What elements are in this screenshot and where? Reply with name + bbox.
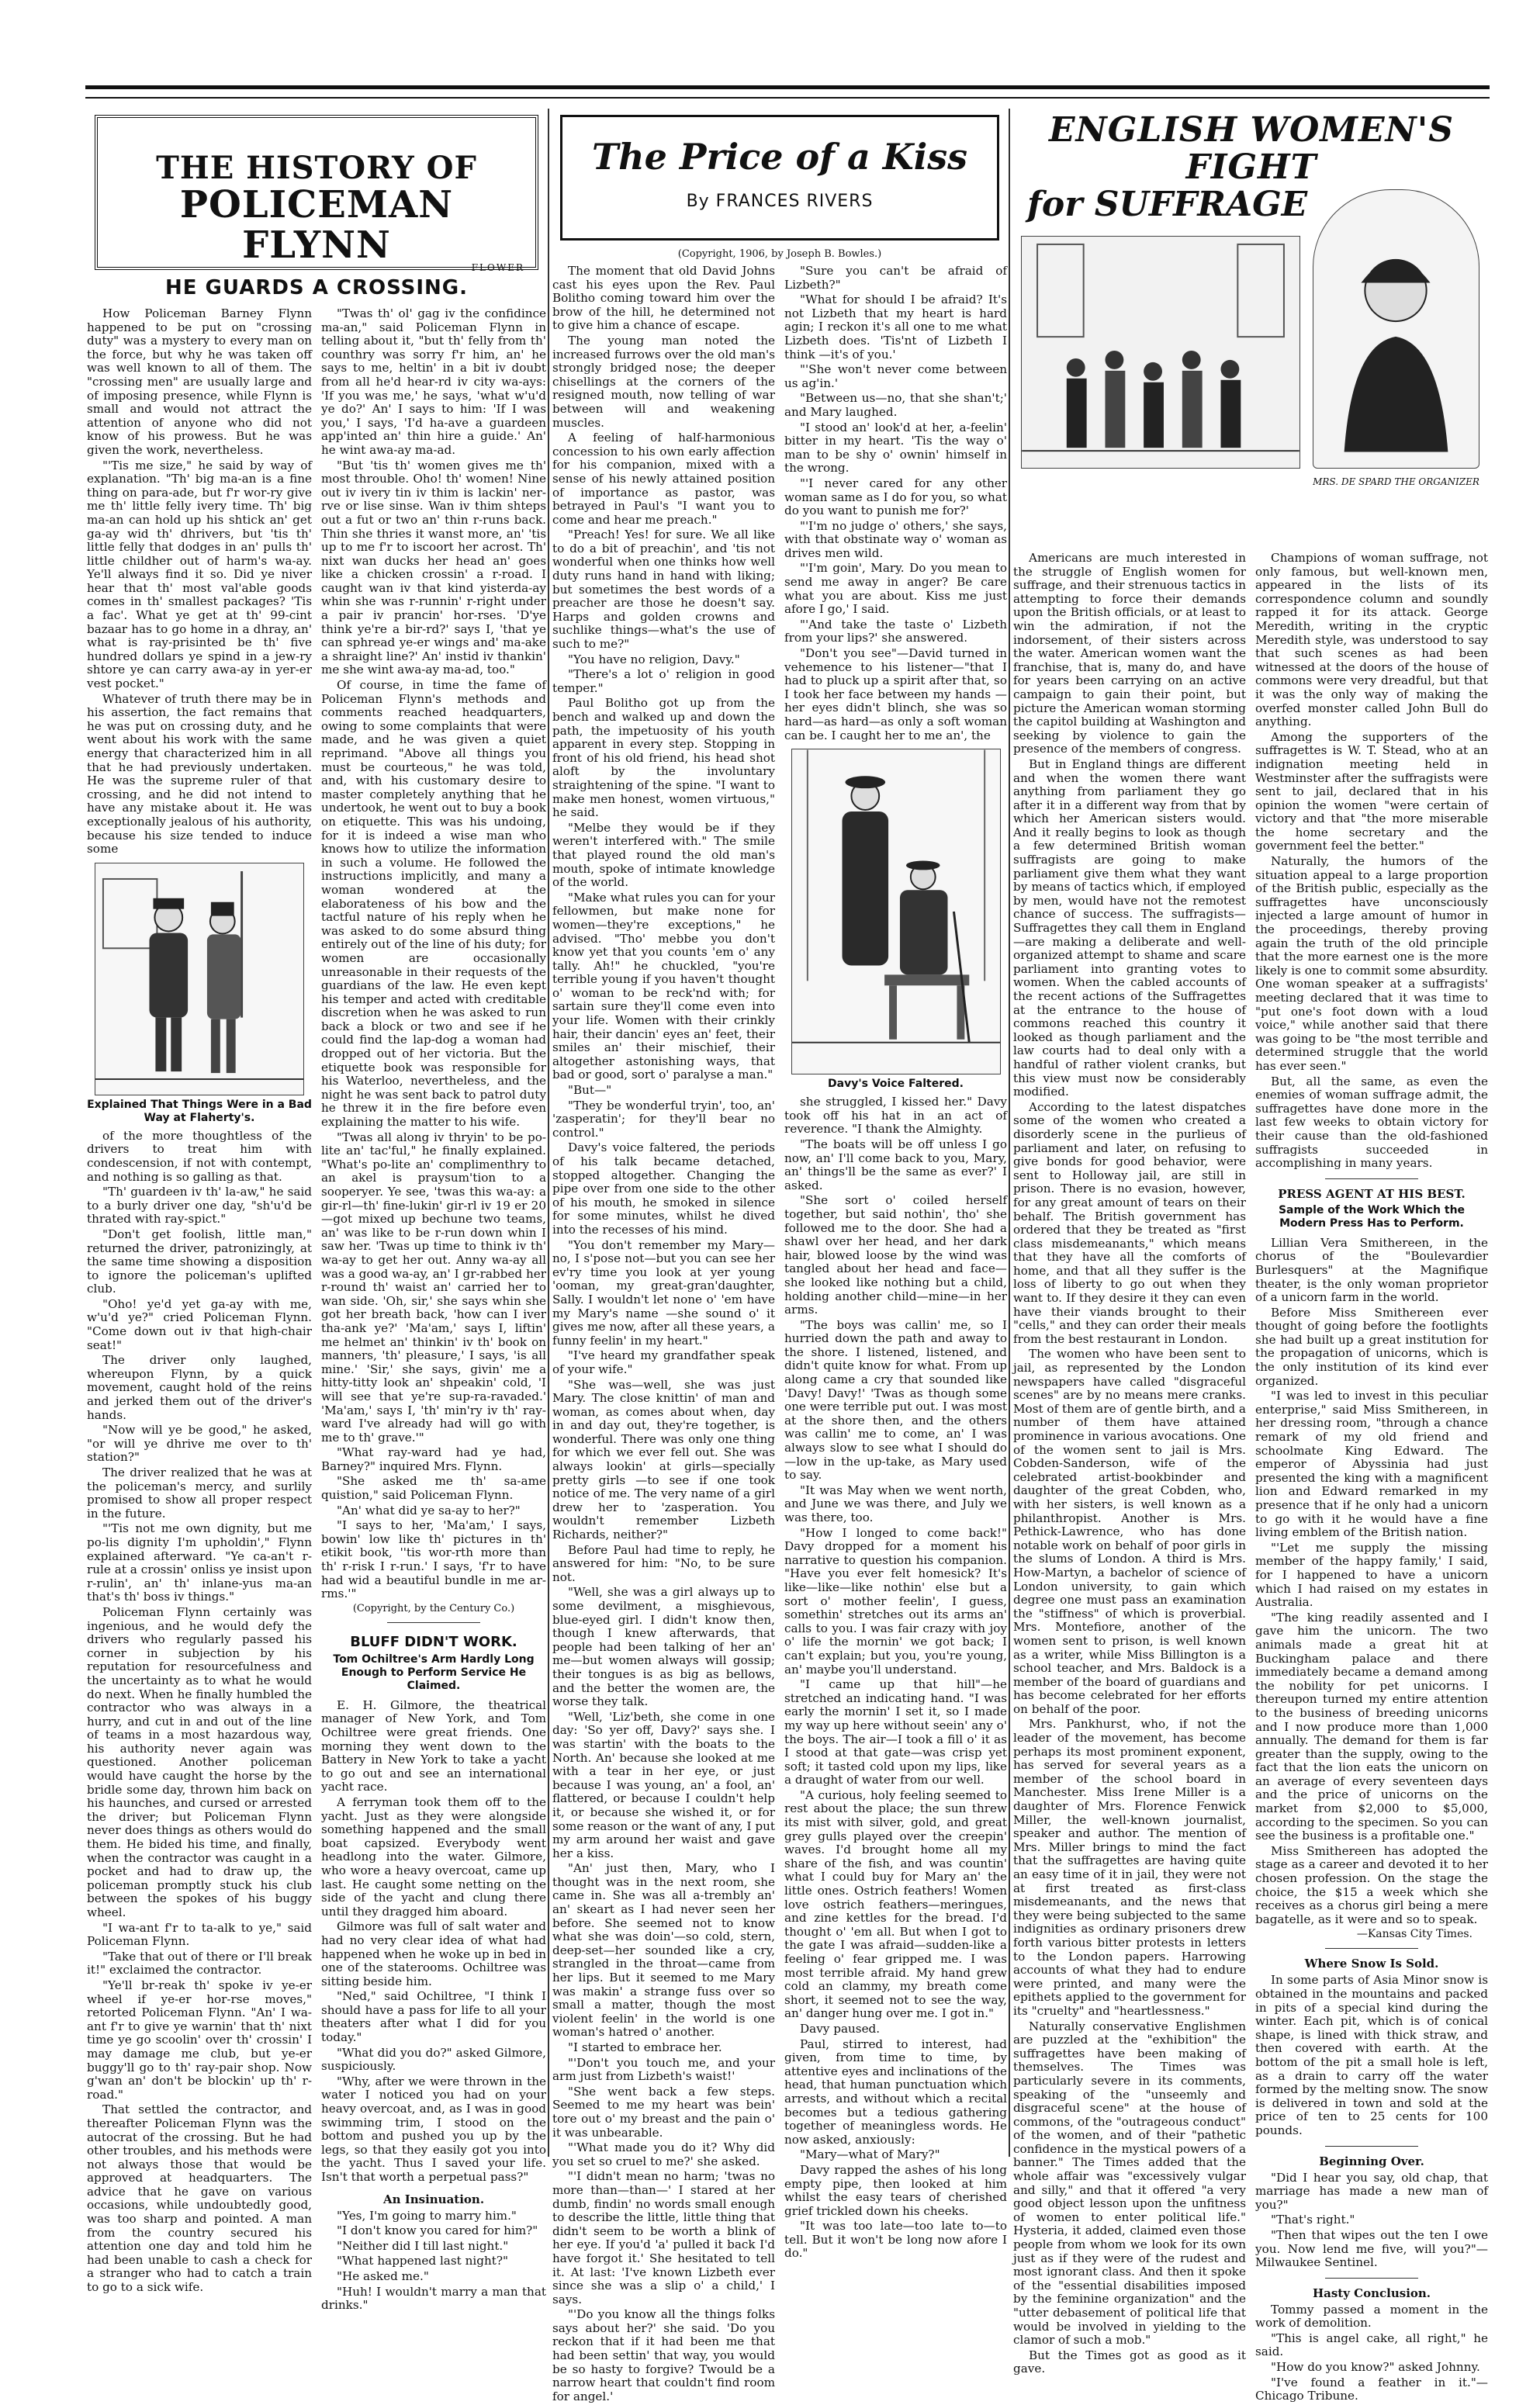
- paragraph: "But 'tis th' women gives me th' most throuble. Oho! th' women! Nine out iv ivery tin iv thim is lackin' ner-rve or lise sinse. Wan iv thim shteps out a fut or two an' thin r-runs back. Thin she thries it wanst more, an' 'tis up to me f'r to iscoort her acrost. Th' nixt wan ducks her head an' goes like a chicken crossin' a r-road. I caught wan iv that kind yisterda-ay whin she was r-runnin' r-right under a pair iv prancin' hor-rses. 'D'ye think ye're a bir-rd?' says I, 'that ye can sphread ye-er wings and' ma-ake a shraight line?' An' instid iv thankin' me she wint awa-ay ma-ad, too.": [321, 458, 546, 677]
- paragraph: "You have no religion, Davy.": [568, 652, 740, 666]
- paragraph: Naturally, the humors of the situation appeal to a large proportion of the British public, especially as the suffragettes have unconsciously injected a large amount of humor in the proceedings, thereby proving again the truth of the old principle that the more earnest one is the more likely is one to commit some absurdity. One woman speaker at a suffragists' meeting declared that it was time to "put one's foot down with a loud voice," while another said that there was going to be "the most terrible and determined struggle that the world has ever seen.": [1255, 854, 1488, 1073]
- press-agent-deck: Sample of the Work Which the Modern Press Has to Perform.: [1278, 1203, 1466, 1230]
- paragraph: "The boys was callin' me, so I hurried down the path and away to the shore. I listened, listened, and didn't quite know for what. From up along came a cry that sounded like 'Davy! Davy!' 'Twas as though some one were terrible put out. I was most at the shore then, and the others was callin' me to come, an' I was always slow to see what I should do—low in the up-take, as Mary used to say.: [784, 1317, 1007, 1483]
- paragraph: "Neither did I till last night.": [337, 2238, 509, 2253]
- paragraph: The women who have been sent to jail, as represented by the London newspapers have called "disgraceful scenes" are by no means mere cranks. Most of them are of gentle birth, and a number of them have attained prominence in various avocations. One of the women sent to jail is Mrs. Cobden-Sanderson, wife of the celebrated artist-bookbinder and daughter of the great Cobden, who, with her sisters, is well known as a philanthropist. Another is Mrs. Pethick-Lawrence, who has done notable work on behalf of poor girls in the slums of London. A third is Mrs. How-Martyn, a bachelor of science of London university, to gain which degree one must pass an examination the "stiffness" of which is proverbial. Mrs. Montefiore, another of the women sent to prison, is well known as a writer, while Miss Billington is a school teacher, and Mrs. Baldock is a member of the board of guardians and has become celebrated for her efforts on behalf of the poor.: [1013, 1347, 1246, 1716]
- bluff-deck: Tom Ochiltree's Arm Hardly Long Enough to Perform Service He Claimed.: [333, 1652, 535, 1692]
- paragraph: "Yes, I'm going to marry him.": [337, 2208, 517, 2223]
- paragraph: "'Don't you touch me, and your arm just from Lizbeth's waist!': [552, 2055, 775, 2084]
- paragraph: "Huh! I wouldn't marry a man that drinks.": [321, 2284, 546, 2313]
- paragraph: "He asked me.": [337, 2268, 429, 2283]
- paragraph: "Now will ye be good," he asked, "or will ye dhrive me over to th' station?": [87, 1423, 312, 1465]
- paragraph: "Melbe they would be if they weren't interfered with." The smile that played round the old man's mouth, spoke of intimate knowledge of the world.: [552, 820, 775, 890]
- paragraph: "Oho! ye'd yet ga-ay with me, w'u'd ye?" cried Policeman Flynn. "Come down out iv that high-chair seat!": [87, 1296, 312, 1352]
- paragraph: Lillian Vera Smithereen, in the chorus of the "Boulevardier Burlesquers" at the Magnifique theater, is the only woman proprietor of a unicorn farm in the world.: [1255, 1235, 1488, 1305]
- paragraph: "This is angel cake, all right," he said.: [1255, 2331, 1488, 2359]
- paragraph: "I came up that hill"—he stretched an indicating hand. "I was early the mornin' I set it, so I made my way up here without seein' any o' the boys. The air—I took a fill o' it as I stood at that gate—was crisp yet soft; it tasted cold upon my lips, like a draught of water from our well.: [784, 1677, 1007, 1787]
- kiss-copyright: (Copyright, 1906, by Joseph B. Bowles.): [677, 248, 882, 260]
- paragraph: Davy's voice faltered, the periods of his talk became detached, stopped altogether. Changing the pipe over from one side to the other of his mouth, he smoked in silence for some minutes, whilst he dived into the recesses of his mind.: [552, 1140, 775, 1237]
- kiss-title: The Price of a Kiss: [591, 136, 968, 178]
- separator: [1325, 2278, 1418, 2279]
- paragraph: "How do you know?" asked Johnny.: [1271, 2360, 1480, 2375]
- paragraph: "A curious, holy feeling seemed to rest about the place; the sun threw its mist with silver, gold, and great grey gulls played over the creepin' waves. I'd brought home all my share of the fish, and was countin' what I could buy for Mary an' the little ones. Ostrich feathers! Women love ostrich feathers—meringues, and zine kettles for the bread. I'd thought o' 'em all. But when I got to the gate I was afraid—sudden-like a feeling o' fear gripped me. I was most terrible afraid. My hand grew cold an clammy, my breath come short, it seemed not to see the way, an' danger hung over me. I got in.": [784, 1787, 1007, 2021]
- paragraph: "Well, she was a girl always up to some devilment, a misghievous, blue-eyed girl. I didn't know then, though I knew afterwards, that people had been talking of her an' me—but women always will gossip; their tongues is as big as bellows, and the better the women are, the worse they talk.: [552, 1585, 775, 1709]
- paragraph: Gilmore was full of salt water and had no very clear idea of what had happened when he woke up in bed in one of the staterooms. Ochiltree was sitting beside him.: [321, 1919, 546, 1988]
- suffrage-title-line2: for SUFFRAGE: [1027, 185, 1308, 224]
- paragraph: E. H. Gilmore, the theatrical manager of New York, and Tom Ochiltree were great friends. One morning they went down to the Battery in New York to take a yacht to go out and see an international yacht race.: [321, 1697, 546, 1794]
- column-divider: [548, 109, 549, 2157]
- separator: [387, 1622, 480, 1623]
- paragraph: How Policeman Barney Flynn happened to be put on "crossing duty" was a mystery to every man on the force, but why he was taken off was well known to all of them. The "crossing men" are usually large and of imposing presence, while Flynn is small and would not attract the attention of anyone who did not know of his prowess. But he was given the work, nevertheless.: [87, 306, 312, 457]
- flynn-subhead: HE GUARDS A CROSSING.: [164, 276, 469, 299]
- paragraph: Americans are much interested in the struggle of English women for suffrage, and their strenuous tactics in attempting to force their demands upon the British officials, or at least to win the admiration, if not the indorsement, of their sisters across the water. American women want the franchise, that is, many do, and have for years been carrying on an active campaign to gain their point, but picture the American woman storming the capitol building at Washington and seeking by violence to gain the presence of the members of congress.: [1013, 551, 1246, 756]
- paragraph: "An' just then, Mary, who I thought was in the next room, she came in. She was all a-trembly an' an' skeart as I had never seen her before. She seemed not to know what she was doin'—so cold, stern, deep-set—her sounded like a cry, strangled in the throat—came from her lips. But it seemed to me Mary was makin' a strange fuss over so small a matter, though the most violent feelin' in the world is one woman's hatred o' another.: [552, 1861, 775, 2040]
- paragraph: Champions of woman suffrage, not only famous, but well-known men, appeared in the lists of its correspondence column and soundly rapped it for its attack. George Meredith, writing in the cryptic Meredith style, was understood to say that such scenes as had been witnessed at the doors of the house of commons were very dreadful, but that it was the only way of making the overfed monster called John Bull do anything.: [1255, 551, 1488, 729]
- paragraph: Paul, stirred to interest, had given, from time to time, by attentive eyes and inclinations of the head, that human punctuation which arrests, and without which a recital becomes but a tedious gathering together of meaningless words. He now asked, anxiously:: [784, 2036, 1007, 2147]
- paragraph: "Then that wipes out the ten I owe you. Now lend me five, will you?"—Milwaukee Sentinel.: [1255, 2227, 1488, 2270]
- suffrage-columns: [1013, 552, 1490, 2405]
- column-kiss: [552, 109, 1007, 2403]
- crowd-drawing: [1022, 237, 1299, 468]
- paragraph: "'Let me supply the missing member of the happy family,' I said, for I happened to have a unicorn which I had raised on my estates in Australia.: [1255, 1540, 1488, 1610]
- paragraph: "I says to her, 'Ma'am,' I says, bowin' low like th' pictures in th' etikit book, ''tis wor-rth more than th' r-risk I r-run.' I says, 'f'r to have had wid a beautiful bundle in me ar-rms.'": [321, 1518, 546, 1601]
- paragraph: According to the latest dispatches some of the women who created a disorderly scene in the purlieus of parliament and later, on refusing to give bonds for good behavior, were sent to Holloway jail, are still in prison. There is no evasion, however, for any great amount of tears on their behalf. The British government has ordered that they be treated as "first class misdemeanants," which means that they have all the comforts of home, and that all they suffer is the loss of liberty to go out when they want to. If they desire it they can even have their viands brought to their "cells," and they can order their meals from the best restaurant in London.: [1013, 1099, 1246, 1346]
- paragraph: "But—": [568, 1083, 612, 1098]
- paragraph: Among the supporters of the suffragettes is W. T. Stead, who at an indignation meeting held in Westminster after the suffragists were sent to jail, declared that in his opinion the women "were certain of victory and that "the more miserable the home secretary and the government feel the better.": [1255, 729, 1488, 853]
- paragraph: "What did you do?" asked Gilmore, suspiciously.: [321, 2045, 546, 2074]
- paragraph: "How I longed to come back!" Davy dropped for a moment his narrative to question his companion. "Have you ever felt homesick? It's like—like—like nothin' else but a sort o' mother feelin', I guess, somethin' stretches out its arms an' calls to you. I was fair crazy with joy o' life the mornin' we got back; I can't explain; but you, you're young, an' maybe you'll understand.: [784, 1525, 1007, 1677]
- paragraph: Paul Bolitho got up from the bench and walked up and down the path, the impetuosity of his youth apparent in every step. Stopping in front of his old friend, his head shot aloft by the involuntary straightening of the spine. "I want to make men honest, women virtuous," he said.: [552, 696, 775, 820]
- paragraph: "Ye'll br-reak th' spoke iv ye-er wheel if ye-er hor-rse moves," retorted Policeman Flynn. "An' I wa-ant f'r to give ye warnin' that th' nixt time ye go scoolin' over th' crossin' I may damage me club, but ye-er buggy'll go to th' ray-pair shop. Now g'wan an' don't be blockin' up th' r-road.": [87, 1978, 312, 2102]
- paragraph: A ferryman took them off to the yacht. Just as they were alongside something happened and the small boat capsized. Everybody went headlong into the water. Gilmore, who wore a heavy overcoat, came up last. He caught some netting on the side of the yacht and clung there until they dragged him aboard.: [321, 1794, 546, 1919]
- paragraph: "'I'm no judge o' others,' she says, with that obstinate way o' woman as drives men wild.: [784, 518, 1007, 560]
- paragraph: "'Tis not me own dignity, but me po-lis dignity I'm upholdin'," Flynn explained afterward. "Ye ca-an't r-rule at a crossin' onliss ye insist upon r-rulin', an' th' inlane-yus ma-an that's th' boss iv things.": [87, 1521, 312, 1604]
- paragraph: "Twas th' ol' gag iv the confidince ma-an," said Policeman Flynn in telling about it, "but th' felly from th' counthry was sorry f'r him, an' he says to me, heltin' in a bit iv doubt from all he'd hear-rd iv city wa-ays: 'If you was me,' he says, 'what w'u'd ye do?' An' I says to him: 'If I was you,' I says, 'I'd ha-ave a guardeen app'inted an' thin hire a guide.' An' he wint awa-ay ma-ad.: [321, 306, 546, 457]
- paragraph: "Ned," said Ochiltree, "I think I should have a pass for life to all your theaters after what I did for you today.": [321, 1989, 546, 2045]
- portrait-drawing: [1313, 190, 1479, 468]
- paragraph: But in England things are different and when the women there want anything from parliament they go after it in a different way from that by which her American sisters would. And it really begins to look as though a few determined British woman suffragists are going to make parliament give them what they want by means of tactics which, if employed by men, would have not the remotest chance of success. The suffragists—Suffragettes they call them in England—are making a deliberate and well-organized attempt to shame and scare parliament into granting votes to women. When the cabled accounts of the recent actions of the Suffragettes at the entrance to the house of commons reached this country it looked as though parliament and the law courts had to deal only with a handful of rather violent cranks, but this view must now be considerably modified.: [1013, 756, 1246, 1099]
- paragraph: "What happened last night?": [337, 2254, 508, 2268]
- paragraph: "Preach! Yes! for sure. We all like to do a bit of preachin', and 'tis not wonderful when one thinks how well duty runs hand in hand with liking; but sometimes the best words of a preacher are those he doesn't say. Harps and golden crowns and suchlike things—what's the use of such to me?": [552, 528, 775, 652]
- press-agent-source: —Kansas City Times.: [1356, 1928, 1473, 1941]
- davy-illustration: [791, 749, 1001, 1074]
- paragraph: Policeman Flynn certainly was ingenious, and he would defy the drivers who regularly passed his corner in subjection by his reputation for resourcefulness and the uncertainty as to what he would do next. When he finally humbled the contractor who was always in a hurry, and cut in and out of the line of teams in a most hazardous way, his authority never again was questioned. Another policeman would have caught the horse by the bridle some day, thrown him back on his haunches, and cursed or arrested the driver; but Policeman Flynn never does things as others would do them. He bided his time, and finally, when the contractor was caught in a pocket and had to draw up, the policeman promptly stuck his club between the spokes of his buggy wheel.: [87, 1604, 312, 1919]
- paragraph: "There's a lot o' religion in good temper.": [552, 667, 775, 695]
- paragraph: "What ray-ward had ye had, Barney?" inquired Mrs. Flynn.: [321, 1445, 546, 1473]
- paragraph: The driver realized that he was at the policeman's mercy, and surlily promised to show all proper respect in the future.: [87, 1465, 312, 1521]
- paragraph: "'Do you know all the things folks says about her?' she said. 'Do you reckon that if it had been me that had been settin' that way, you would be so hasty to forgive? Twould be a narrow heart that couldn't find room for angel.': [552, 2307, 775, 2403]
- paragraph: Tommy passed a moment in the work of demolition.: [1255, 2302, 1488, 2331]
- paragraph: "Take that out of there or I'll break it!" exclaimed the contractor.: [87, 1949, 312, 1978]
- paragraph: "I stood an' look'd at her, a-feelin' bitter in my heart. 'Tis the way o' man to be shy o' ownin' himself in the wrong.: [784, 420, 1007, 476]
- paragraph: "Don't get foolish, little man," returned the driver, patronizingly, at the same time showing a disposition to ignore the policeman's uplifted club.: [87, 1227, 312, 1296]
- paragraph: "I've found a feather in it."—Chicago Tribune.: [1255, 2375, 1488, 2403]
- paragraph: "She asked me th' sa-ame quistion," said Policeman Flynn.: [321, 1474, 546, 1503]
- paragraph: But the Times got as good as it gave.: [1013, 2348, 1246, 2376]
- paragraph: Of course, in time the fame of Policeman Flynn's methods and comments reached headquarters, owing to some complaints that were made, and he was given a quiet reprimand. "Above all things you must be courteous," he was told, and, with his customary desire to master completely anything that he undertook, he went out to buy a book on etiquette. This was his undoing, for it is indeed a wise man who knows how to utilize the information in such a volume. He followed the instructions implicitly, and many a woman wondered at the elaborateness of his bow and the tactful nature of his reply when he was asked to do some absurd thing entirely out of the line of his duty; for women are occasionally unreasonable in their requests of the guardians of the law. He even kept his temper and acted with creditable discretion when he was asked to run back a block or two and see if he could find the lap-dog a woman had dropped out of her victoria. But the etiquette book was responsible for his Waterloo, nevertheless, and the night he was sent back to patrol duty he threw it in the fire before even explaining the matter to his wife.: [321, 678, 546, 1130]
- paragraph: "They be wonderful tryin', too, an' 'zasperatin'; for they'll bear no control.": [552, 1098, 775, 1140]
- column-flynn: [87, 109, 546, 2313]
- press-agent-headline: PRESS AGENT AT HIS BEST.: [1278, 1186, 1466, 1201]
- column-divider: [1009, 109, 1010, 2157]
- paragraph: "'Tis me size," he said by way of explanation. "Th' big ma-an is a fine thing on para-ade, but f'r wor-ry give me th' little felly ivery time. Th' big ma-an can hold up his shtick an' get ga-ay wid th' dhrivers, but 'tis th' little felly that dodges in an' pulls th' little childher out of harm's wa-ay. Ye'll always find it so. Did ye niver hear that th' most val'able goods comes in th' smallest packages? 'Tis a fac'. What ye get at th' 99-cint bazaar has to go home in a dhray, an' what is ray-prisinted be th' five hundred dollars ye spind in a jew-ry shtore ye can carry awa-ay in yer-er vest pocket.": [87, 458, 312, 691]
- paragraph: "I don't know you cared for him?": [337, 2223, 538, 2238]
- flynn-header-line2: POLICEMAN FLYNN: [179, 183, 454, 267]
- paragraph: "Did I hear you say, old chap, that marriage has made a new man of you?": [1255, 2170, 1488, 2212]
- paragraph: "Twas all along iv thryin' to be po-lite an' tac'ful," he finally explained. "What's po-lite an' complimenthry to an akel is praysum'tion to a sooperyer. Ye see, 'twas this wa-ay: a gir-rl—th' fine-lukin' gir-rl iv 19 er 20—got mixed up bechune two teams, an' was like to be r-run down whin I saw her. 'Twas up time to think iv th' wa-ay to get her out. Anny wa-ay all was a good wa-ay, an' I gr-rabbed her r-round th' waist an' carried her to wan side. 'Oh, sir,' she says whin she got her breath back, 'how can I iver tha-ank ye?' 'Ma'am,' says I, liftin' me helmet an' thinkin' iv th' book on manners, 'th' pleasure,' I says, 'is all mine.' 'Sir,' she says, givin' me a hitty-titty look an' shpeakin' cold, 'I will see that ye're sup-ra-ravaded.' 'Ma'am,' says I, 'th' min'ry iv th' ray-ward I've already had will go with me to th' grave.'": [321, 1130, 546, 1445]
- beginning-headline: Beginning Over.: [1319, 2154, 1424, 2168]
- kiss-right: [784, 265, 1007, 2405]
- paragraph: "She was—well, she was just Mary. The close knittin' of man and woman, as comes about when, day in and day out, they're together, is wonderful. There was only one thing for which we ever fell out. She was always lookin' at girls—specially pretty girls —to see if one took notice of me. The very name of a girl drew her to 'zasperation. You wouldn't remember Lizbeth Richards, neither?": [552, 1377, 775, 1542]
- paragraph: "It was May when we went north, and June we was there, and July we was there, too.: [784, 1483, 1007, 1524]
- suffrage-header: [1018, 112, 1485, 542]
- kiss-header: [560, 115, 999, 240]
- hasty-headline: Hasty Conclusion.: [1312, 2286, 1431, 2300]
- paragraph: "Th' guardeen iv th' la-aw," he said to a burly driver one day, "sh'u'd be thrated with ray-spict.": [87, 1185, 312, 1227]
- paragraph: "She sort o' coiled herself together, but said nothin', tho' she followed me to the door. She had a shawl over her head, and her dark hair, blowed loose by the wind was tangled about her head and face—she looked like nothing but a child, holding another child—mine—in her arms.: [784, 1193, 1007, 1317]
- organizer-portrait: [1313, 189, 1479, 469]
- paragraph: "Sure you can't be afraid of Lizbeth?": [784, 264, 1007, 292]
- portrait-caption: MRS. DE SPARD THE ORGANIZER: [1313, 476, 1479, 487]
- paragraph: "Why, after we were thrown in the water I noticed you had on your heavy overcoat, and, as I was in good swimming trim, I stood on the bottom and pushed you up by the legs, so that they easily got you into the yacht. Thus I saved your life. Isn't that worth a perpetual pass?": [321, 2074, 546, 2184]
- paragraph: "I started to embrace her.: [568, 2040, 722, 2054]
- suffrage-left: [1013, 552, 1246, 2405]
- paragraph: "I was led to invest in this peculiar enterprise," said Miss Smithereen, in her dressing room, "through a chance remark of my old friend and schoolmate King Edward. The emperor of Abyssinia had just presented the king with a magnificent lion and Edward remarked in my presence that if he only had a unicorn to go with it he would have a fine living emblem of the British nation.: [1255, 1389, 1488, 1540]
- flynn-header: [95, 115, 538, 273]
- flynn-header-credit: FLOWER: [471, 262, 524, 273]
- paragraph: Miss Smithereen has adopted the stage as a career and devoted it to her chosen profession. On the stage the choice, the $15 a week which she receives as a chorus girl being a mere bagatelle, as it were and so to speak.: [1255, 1843, 1488, 1926]
- davy-drawing: [792, 749, 1000, 1074]
- kiss-byline: By FRANCES RIVERS: [686, 192, 874, 211]
- paragraph: The moment that old David Johns cast his eyes upon the Rev. Paul Bolitho coming toward him over the brow of the hill, he determined not to give him a chance of escape.: [552, 264, 775, 333]
- snow-headline: Where Snow Is Sold.: [1304, 1957, 1439, 1971]
- paragraph: Before Miss Smithereen ever thought of going before the footlights she had built up a great institution for the propagation of unicorns, which is the only institution of its kind ever organized.: [1255, 1305, 1488, 1388]
- paragraph: "It was too late—too late to—to tell. But it won't be long now afore I do.": [784, 2219, 1007, 2261]
- policeman-illustration: [95, 863, 304, 1095]
- suffrage-right: [1255, 552, 1488, 2405]
- paragraph: "What for should I be afraid? It's not Lizbeth that my heart is hard agin; I reckon it's all one to me what Lizbeth does. 'Tis'nt of Lizbeth I think —it's of you.': [784, 292, 1007, 362]
- flynn-caption: Explained That Things Were in a Bad Way at Flaherty's.: [87, 1098, 312, 1124]
- paragraph: "The boats will be off unless I go now, an' I'll come back to you, Mary, an' things'll be the same as ever?' I asked.: [784, 1137, 1007, 1192]
- paragraph: "The king readily assented and I gave him the unicorn. The two animals made a great hit at Buckingham palace and there immediately became a demand among the nobility for pet unicorns. I thereupon turned my entire attention to the business of breeding unicorns and I now produce more than 1,000 annually. The demand for them is far greater than the supply, owing to the fact that the lion eats the unicorn on an average of every seventeen days and the price of unicorns on the market from $2,000 to $5,000, according to the specimen. So you can see the business is a profitable one.": [1255, 1610, 1488, 1843]
- paragraph: The driver only laughed, whereupon Flynn, by a quick movement, caught hold of the reins and jerked them out of the driver's hands.: [87, 1353, 312, 1422]
- davy-caption: Davy's Voice Faltered.: [828, 1078, 964, 1091]
- paragraph: "An' what did ye sa-ay to her?": [337, 1503, 521, 1517]
- flynn-columns: [87, 307, 546, 2314]
- paragraph: "'I'm goin', Mary. Do you mean to send me away in anger? Be care what you are about. Kiss me just afore I go,' I said.: [784, 561, 1007, 617]
- paragraph: "Well, 'Liz'beth, she come in one day: 'So yer off, Davy?' says she. I was startin' with the boats to the North. An' because she looked at me with a tear in her eye, or just because I was young, an' a fool, an' flattered, or because I couldn't help it, or because she wished it, or for some reason or the want of any, I put my arm around her waist and gave her a kiss.: [552, 1709, 775, 1860]
- suffrage-crowd-illustration: [1021, 236, 1300, 469]
- paragraph: "'And take the taste o' Lizbeth from your lips?' she answered.: [784, 617, 1007, 645]
- suffrage-title-line1: ENGLISH WOMEN'S FIGHT: [1049, 110, 1454, 187]
- insinuation-headline: An Insinuation.: [382, 2192, 485, 2206]
- top-rule: [85, 85, 1490, 89]
- paragraph: Davy rapped the ashes of his long empty pipe, then looked at him whilst the easy tears of cherished grief trickled down his cheeks.: [784, 2162, 1007, 2218]
- paragraph: "Don't you see"—David turned in vehemence to his listener—"that I had to pluck up a spirit after that, so I took her face between my hands —her eyes didn't blinch, she was so hard—as hard—as only a soft woman can be. I caught her to me an', the: [784, 646, 1007, 742]
- kiss-columns: [552, 265, 1007, 2405]
- paragraph: "'I never cared for any other woman same as I do for you, so what do you want to punish me for?': [784, 476, 1007, 518]
- paragraph: "'She won't never come between us ag'in.': [784, 362, 1007, 390]
- policeman-drawing: [95, 863, 303, 1095]
- paragraph: Mrs. Pankhurst, who, if not the leader of the movement, has become perhaps its most prominent exponent, has served for several years as a member of the school board in Manchester. Miss Irene Miller is a daughter of Mrs. Florence Fenwick Miller, the well-known journalist, speaker and author. The mention of Mrs. Miller brings to mind the fact that the suffragettes are having quite an easy time of it in jail, they were not at first treated as first-class misdemeanants, and the news that they were being subjected to the same indignities as ordinary prisoners drew forth various bitter protests in letters to the London papers. Harrowing accounts of what they had to endure were printed, and many were the epithets applied to the government for its "cruelty" and "heartlessness.": [1013, 1717, 1246, 2018]
- paragraph: In some parts of Asia Minor snow is obtained in the mountains and packed in pits of a special kind during the winter. Each pit, which is of conical shape, is lined with thick straw, and then covered with earth. At the bottom of the pit a small hole is left, as a drain to carry off the water formed by the melting snow. The snow is delivered in town and sold at the price of ten to 25 cents for 100 pounds.: [1255, 1973, 1488, 2137]
- paragraph: of the more thoughtless of the drivers to treat him with condescension, if not with contempt, and nothing is so galling as that.: [87, 1128, 312, 1184]
- paragraph: "Mary—what of Mary?": [800, 2147, 940, 2162]
- separator: [1325, 1948, 1418, 1949]
- paragraph: "That's right.": [1271, 2213, 1355, 2227]
- paragraph: Before Paul had time to reply, he answered for him: "No, to be sure not.: [552, 1542, 775, 1584]
- paragraph: But, all the same, as even the enemies of woman suffrage admit, the suffragettes have done more in the last few weeks to obtain victory for their cause than the old-fashioned suffragists succeeded in accomplishing in many years.: [1255, 1074, 1488, 1171]
- paragraph: she struggled, I kissed her." Davy took off his hat in an act of reverence. "I thank the Almighty.: [784, 1095, 1007, 1137]
- paragraph: That settled the contractor, and thereafter Policeman Flynn was the autocrat of the crossing. But he had other troubles, and his methods were not always those that would be approved at headquarters. The advice that he gave on various occasions, while undoubtedly good, was too sharp and pointed. A man from the country secured his attention one day and told him he had been unable to cash a check for a stranger who had to catch a train to go to a sick wife.: [87, 2102, 312, 2295]
- separator: [1325, 1178, 1418, 1179]
- paragraph: Whatever of truth there may be in his assertion, the fact remains that he was put on crossing duty, and he went about his work with the same energy that characterized him in all that he had previously undertaken. He was the supreme ruler of that crossing, and he did not intend to have any mistake about it. He was exceptionally jealous of his authority, because his size tended to induce some: [87, 691, 312, 856]
- paragraph: Davy paused.: [800, 2021, 881, 2036]
- paragraph: "You don't remember my Mary—no, I s'pose not—but you can see her ev'ry time you look at yer young 'ooman, my great-gran'daughter, Sally. I wouldn't let none o' 'em have my Mary's name —she sound o' it gives me now, after all these years, a funny feelin' in my heart.": [552, 1237, 775, 1348]
- paragraph: "I've heard my grandfather speak of your wife.": [552, 1348, 775, 1376]
- paragraph: Naturally conservative Englishmen are puzzled at the "exhibition" the suffragettes have been making of themselves. The Times was particularly severe in its comments, speaking of the "unseemly and disgraceful scene" at the house of commons, of the "outrageous conduct" of the women, and of their "pathetic confidence in the mystical powers of a banner." The Times added that the whole affair was "excessively vulgar and silly," and that it offered "a very good object lesson upon the unfitness of women to enter political life." Hysteria, it added, claimed even those people from whom we look for its own just as if they were of the rudest and most ignorant class. And then it spoke of the "essential disabilities imposed by the feminine organization" and the "utter debasement of political life that would be involved in yielding to the clamor of such a mob.": [1013, 2019, 1246, 2348]
- separator: [1325, 2146, 1418, 2147]
- flynn-right: [321, 307, 546, 2314]
- paragraph: "I wa-ant f'r to ta-alk to ye," said Policeman Flynn.: [87, 1920, 312, 1949]
- paragraph: "'I didn't mean no harm; 'twas no more than—than—' I stared at her dumb, findin' no words small enough to describe the little, little thing that didn't seem to be worth a blink of her eye. If you'd 'a' pulled it back I'd have forgot it.' She hesitated to tell it. At last: 'I've known Lizbeth ever since she was a slip o' a child,' I says.: [552, 2169, 775, 2306]
- bluff-headline: BLUFF DIDN'T WORK.: [350, 1633, 517, 1650]
- paragraph: "'What made you do it? Why did you set so cruel to me?' she asked.: [552, 2140, 775, 2168]
- top-rule-thin: [85, 97, 1490, 99]
- paragraph: "Make what rules you can for your fellowmen, but make none for women—they're exceptions," he advised. "Tho' mebbe you don't know yet that you counts 'em o' any tally. Ah!" he chuckled, "you're terrible young if you haven't thought o' woman to be reck'nd with; for sartain sure they'll come even into your life. Women with their crinkly hair, their dancin' eyes an' feet, their smiles an' their mischief, their altogether astonishing ways, that bad or good, sort o' paralyse a man.": [552, 890, 776, 1082]
- paragraph: "She went back a few steps. Seemed to me my heart was bein' tore out o' my breast and the pain o' it was unbearable.: [552, 2084, 775, 2140]
- flynn-header-line1: THE HISTORY OF: [156, 150, 477, 186]
- column-suffrage: [1013, 109, 1490, 2403]
- paragraph: A feeling of half-harmonious concession to his own early affection for his companion, mixed with a sense of his newly attained position of importance as pastor, was betrayed in Paul's "I want you to come and hear me preach.": [552, 431, 775, 527]
- flynn-left: [87, 307, 312, 2314]
- paragraph: "Between us—no, that she shan't;' and Mary laughed.: [784, 391, 1007, 419]
- kiss-left: [552, 265, 775, 2405]
- flynn-copyright: (Copyright, by the Century Co.): [352, 1602, 515, 1614]
- paragraph: The young man noted the increased furrows over the old man's strongly bridged nose; the deeper chisellings at the corners of the resigned mouth, now telling of war between will and weakening muscles.: [552, 333, 775, 430]
